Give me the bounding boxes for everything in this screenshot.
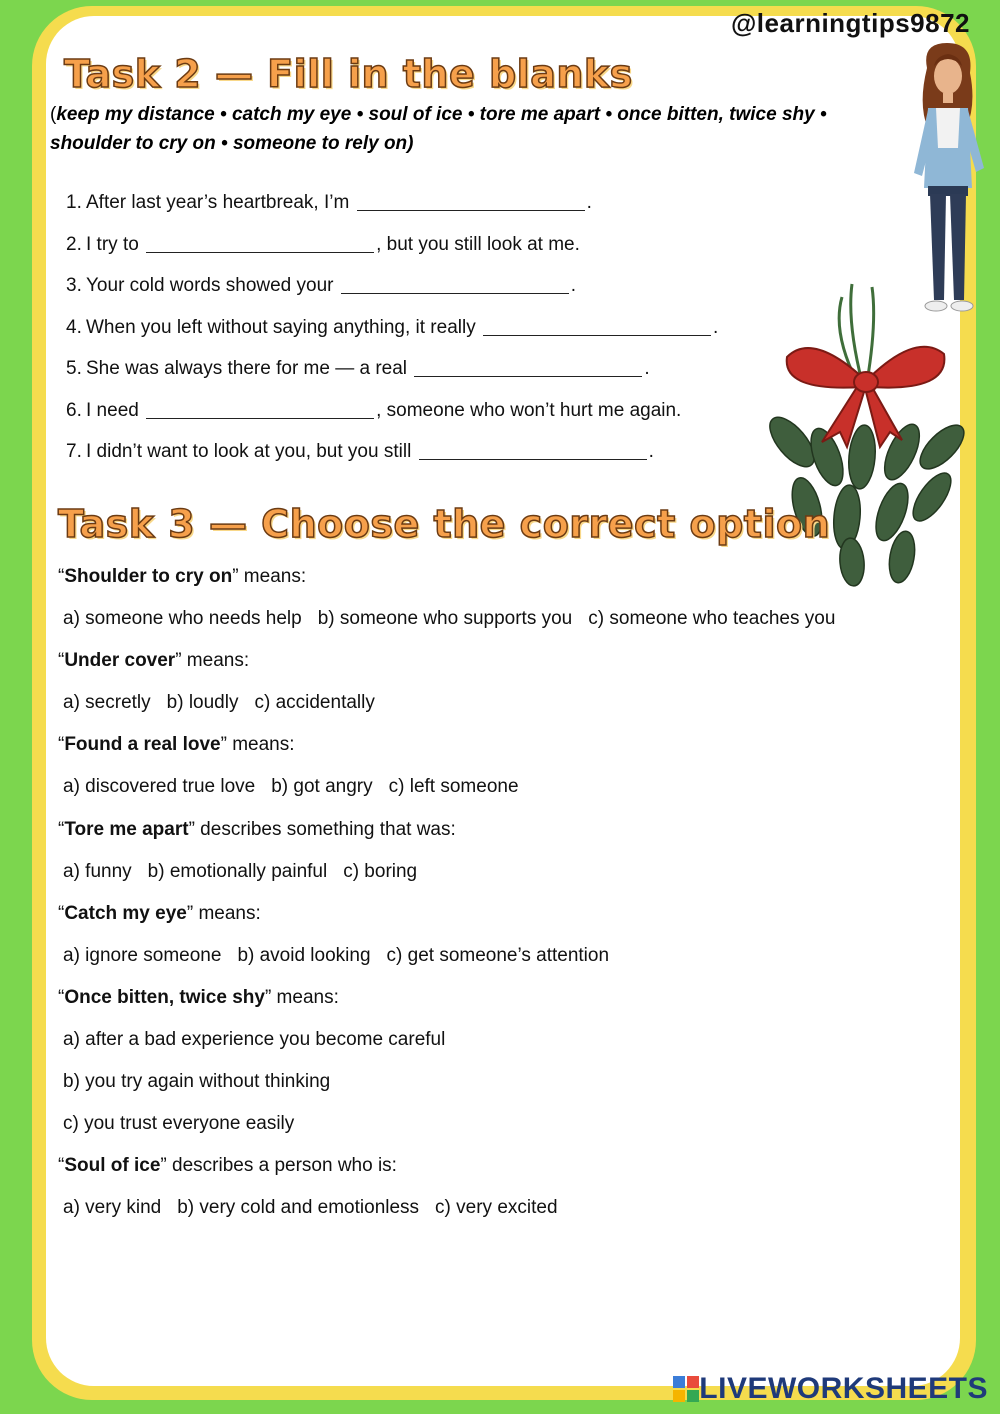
fill-item: 1. After last year’s heartbreak, I’m . [66,192,592,213]
fill-item: 4. When you left without saying anything, it really . [66,316,719,338]
task2-title: Task 2 — Fill in the blanks [64,52,633,96]
question-line: “Catch my eye” means: [58,902,261,924]
option[interactable]: a) discovered true love [63,776,256,798]
option[interactable]: a) very kind [63,1197,162,1219]
option[interactable]: c) very excited [435,1197,558,1219]
option[interactable]: c) get someone’s attention [386,944,610,966]
girl-illustration [902,38,992,318]
answer-blank[interactable] [419,441,647,460]
option[interactable]: c) boring [343,860,418,882]
question-line: “Soul of ice” describes a person who is: [58,1155,397,1177]
answer-blank[interactable] [414,358,642,377]
fill-item: 7. I didn’t want to look at you, but you still . [66,441,654,462]
question-line: “Tore me apart” describes something that was: [58,818,456,840]
option[interactable]: b) someone who supports you [317,608,573,630]
answer-blank[interactable] [357,192,585,211]
option[interactable]: b) got angry [271,776,373,798]
author-handle: @learningtips9872 [730,8,970,38]
liveworksheets-logo-icon [673,1376,699,1402]
fill-item: 6. I need , someone who won’t hurt me again. [66,399,682,421]
option[interactable]: a) after a bad experience you become careful [63,1029,446,1051]
answer-blank[interactable] [146,400,374,419]
liveworksheets-logo[interactable] [673,1372,988,1406]
option[interactable]: a) ignore someone [63,944,222,966]
word-bank-items: keep my distance • catch my eye • soul of ice • tore me apart • once bitten, twice shy • shoulder to cry on • someone to rely on) [50,104,827,154]
answer-blank[interactable] [146,234,374,253]
fill-item: 2. I try to , but you still look at me. [66,233,580,255]
option[interactable]: c) left someone [388,776,519,798]
task3-title: Task 3 — Choose the correct option [58,502,831,546]
fill-in-list [66,192,766,483]
options-line [63,692,938,734]
option[interactable]: b) you try again without thinking [63,1071,331,1093]
options-line [63,608,938,650]
options-line [63,776,938,818]
answer-blank[interactable] [341,275,569,294]
options-line [63,861,938,903]
option[interactable]: a) secretly [63,692,151,714]
liveworksheets-logo-text: LIVEWORKSHEETS [699,1372,988,1405]
answer-blank[interactable] [483,317,711,336]
option[interactable]: c) someone who teaches you [588,608,836,630]
option[interactable]: b) avoid looking [237,944,371,966]
fill-item: 5. She was always there for me — a real . [66,358,650,379]
option[interactable]: a) someone who needs help [63,608,302,630]
question-line: “Shoulder to cry on” means: [58,566,307,587]
option[interactable]: b) very cold and emotionless [177,1197,420,1219]
options-line [63,945,938,987]
multiple-choice-list [58,566,938,1240]
question-line: “Found a real love” means: [58,734,295,756]
word-bank-open-paren: ( [50,104,57,125]
option[interactable]: b) loudly [166,692,239,714]
question-line: “Under cover” means: [58,650,250,672]
options-line [63,1197,938,1239]
word-bank [50,100,900,158]
option[interactable]: c) you trust everyone easily [63,1113,295,1135]
option[interactable]: b) emotionally painful [147,860,328,882]
fill-item: 3. Your cold words showed your . [66,275,577,296]
question-line: “Once bitten, twice shy” means: [58,986,339,1008]
option[interactable]: c) accidentally [254,692,375,714]
option[interactable]: a) funny [63,860,132,882]
